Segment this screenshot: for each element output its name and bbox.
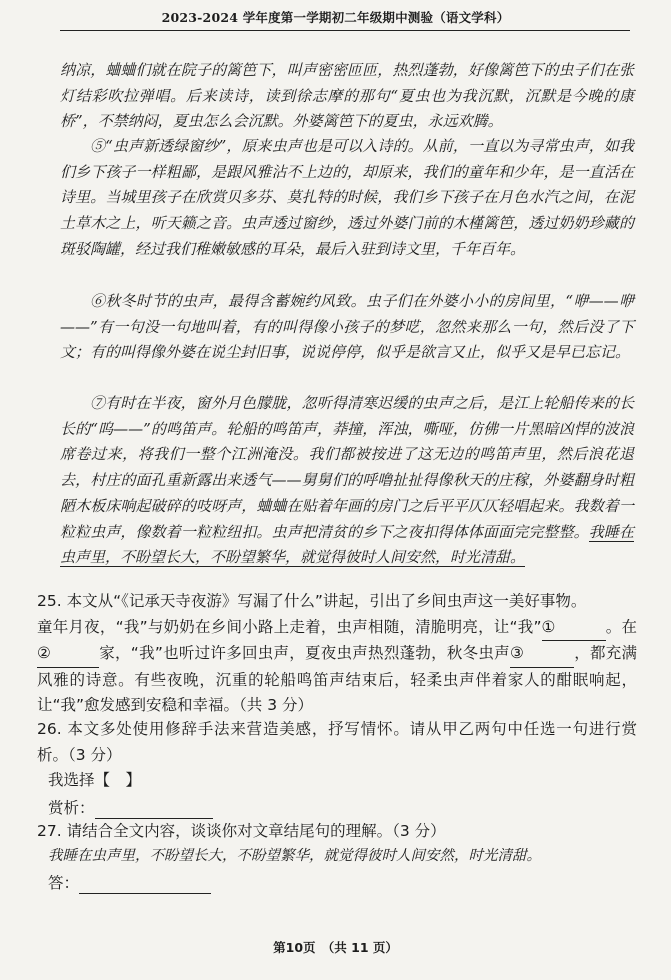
page-number: 第10页 （共 11 页） bbox=[273, 940, 398, 955]
question-27: 27. 请结合全文内容，谈谈你对文章结尾句的理解。（3 分） bbox=[37, 822, 446, 840]
q26-answer-line[interactable] bbox=[95, 802, 213, 819]
paragraph-7-text: ⑦有时在半夜，窗外月色朦胧，忽听得清寒迟缓的虫声之后，是江上轮船传来的长长的“呜——”的鸣笛声。轮船的鸣笛声，莽撞，浑浊，嘶哑，仿佛一片黑暗凶悍的波浪席卷过来，将我们一整个江洲淹没。我们都被按进了这无边的鸣笛声里，然后浪花退去，村庄的面孔重新露出来透气——舅舅们的呼噜扯扯得像秋天的庄稼，外婆翻身时粗陋木板床响起破碎的吱呀声，蛐蛐在贴着年画的房门之后平平仄仄轻唱起来。我数着一粒粒虫声，像数着一粒粒纽扣。虫声把清贫的乡下之夜扣得体体面面完完整整。 bbox=[60, 394, 634, 541]
passage-paragraph-7 bbox=[60, 391, 634, 571]
header-divider bbox=[60, 30, 630, 31]
q27-answer-label: 答： bbox=[48, 874, 80, 892]
q25-blank-3[interactable]: ③ bbox=[510, 641, 574, 668]
passage-paragraph-4-end: 纳凉，蛐蛐们就在院子的篱笆下，叫声密密匝匝，热烈蓬勃，好像篱笆下的虫子们在张灯结彩吹拉弹唱。后来读诗，读到徐志摩的那句“夏虫也为我沉默，沉默是今晚的康桥”，不禁纳闷，夏虫怎么会沉默。外婆篱笆下的夏虫，永远欢腾。 bbox=[60, 61, 634, 131]
question-26: 26. 本文多处使用修辞手法来营造美感，抒写情怀。请从甲乙两句中任选一句进行赏析。（3 分） bbox=[37, 720, 637, 764]
q25-text-4: ，都充满风雅的诗意。有些夜晚，沉重的轮船鸣笛声结束后，轻柔虫声伴着家人的酣眠响起，让“我”愈发感到安稳和幸福。（共 3 分） bbox=[37, 644, 637, 714]
q25-blank-2[interactable]: ② bbox=[37, 641, 99, 668]
q27-answer-line[interactable] bbox=[79, 877, 211, 894]
q26-analysis bbox=[48, 797, 213, 819]
q25-text-3: 家，“我”也听过许多回虫声，夏夜虫声热烈蓬勃，秋冬虫声 bbox=[99, 644, 510, 662]
question-25 bbox=[37, 589, 637, 719]
q27-answer bbox=[48, 872, 211, 894]
q27-quote: 我睡在虫声里，不盼望长大，不盼望繁华，就觉得彼时人间安然，时光清甜。 bbox=[48, 848, 541, 864]
exam-header: 2023-2024 学年度第一学期初二年级期中测验（语文学科） bbox=[161, 10, 510, 25]
q26-choice[interactable]: 我选择【 】 bbox=[48, 771, 142, 789]
q26-analysis-label: 赏析： bbox=[48, 799, 95, 817]
q25-blank-1[interactable]: ① bbox=[542, 615, 606, 642]
passage-paragraph-6: ⑥秋冬时节的虫声，最得含蓄婉约风致。虫子们在外婆小小的房间里，“咿——咿——”有一句没一句地叫着，有的叫得像小孩子的梦呓，忽然来那么一句，然后没了下文；有的叫得像外婆在说尘封旧事，说说停停，似乎是欲言又止，似乎又是早已忘记。 bbox=[60, 292, 634, 362]
q25-text-2: 。在 bbox=[605, 617, 637, 636]
q25-stem: 25. 本文从“《记承天寺夜游》写漏了什么”讲起，引出了乡间虫声这一美好事物。 bbox=[37, 592, 587, 610]
underlined-sentence: 我睡在虫声里，不盼望长大，不盼望繁华，就觉得彼时人间安然，时光清甜。 bbox=[60, 522, 634, 567]
q25-text-1: 童年月夜，“我”与奶奶在乡间小路上走着，虫声相随，清脆明亮，让“我” bbox=[37, 617, 542, 636]
passage-paragraph-5: ⑤“虫声新透绿窗纱”，原来虫声也是可以入诗的。从前，一直以为寻常虫声，如我们乡下孩子一样粗鄙，是跟风雅沾不上边的，却原来，我们的童年和少年，是一直活在诗里。当城里孩子在欣赏贝多芬、莫扎特的时候，我们乡下孩子在月色水汽之间，在泥土草木之上，听天籁之音。虫声透过窗纱，透过外婆门前的木槿篱笆，透过奶奶珍藏的斑驳陶罐，经过我们稚嫩敏感的耳朵，最后入驻到诗文里，千年百年。 bbox=[60, 137, 634, 258]
